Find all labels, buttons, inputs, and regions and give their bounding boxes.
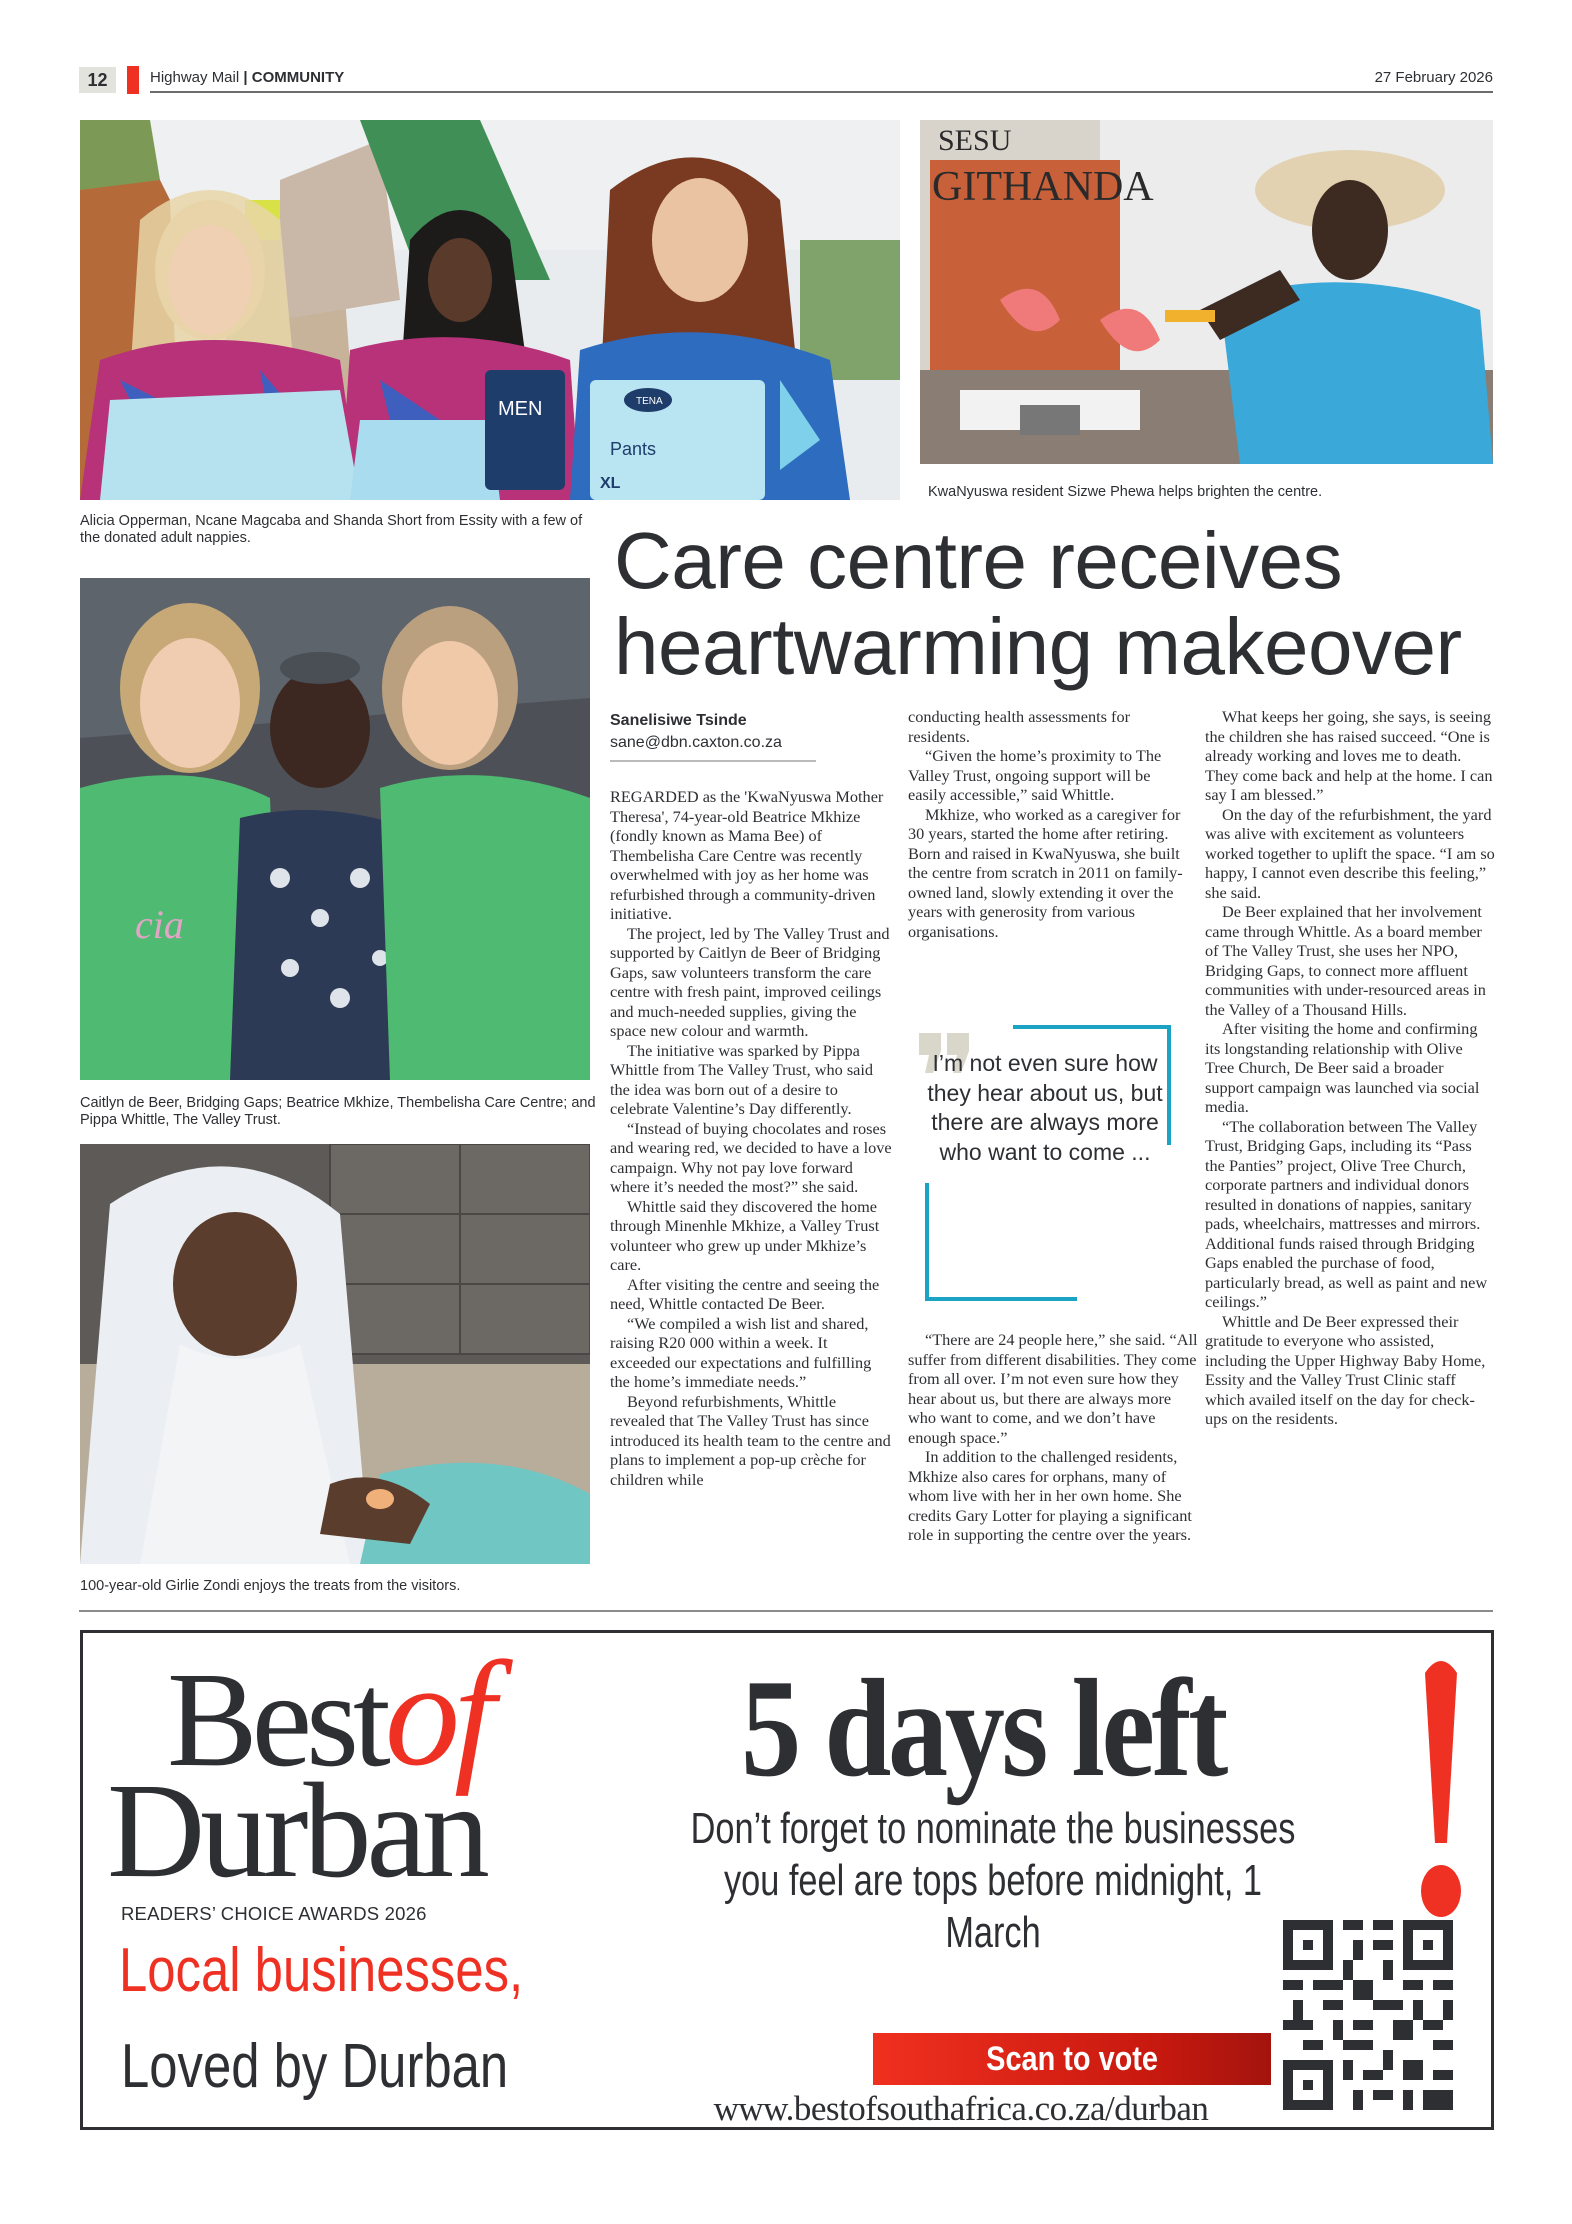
pull-quote-frame-right: [1167, 1025, 1171, 1145]
caption-sizwe-painting: KwaNyuswa resident Sizwe Phewa helps brighten the centre.: [928, 484, 1323, 500]
photo-sizwe-painting: [920, 120, 1493, 464]
paragraph: De Beer explained that her involvement came through Whittle. As a board member of The Valley Trust, she uses her NPO, Bridging Gaps, to connect more affluent communities with under-resourced areas in the Valley of a Thousand Hills.: [1205, 902, 1486, 1019]
best-of-durban-advert[interactable]: [80, 1630, 1494, 2130]
pull-quote-frame-left: [925, 1183, 929, 1301]
caption-three-women: Caitlyn de Beer, Bridging Gaps; Beatrice Mkhize, Thembelisha Care Centre; and Pippa Whittle, The Valley Trust.: [80, 1095, 596, 1128]
paragraph: After visiting the home and confirming its longstanding relationship with Olive Tree Church, De Beer said a broader support campaign was launched via social media.: [1205, 1019, 1480, 1116]
qr-code-icon[interactable]: [1283, 1920, 1453, 2110]
pull-quote-frame-bottom: [925, 1297, 1077, 1301]
caption-essity-team: Alicia Opperman, Ncane Magcaba and Shanda Short from Essity with a few of the donated adult nappies.: [80, 513, 583, 546]
header-divider: [150, 91, 1493, 93]
paragraph: “Instead of buying chocolates and roses and wearing red, we decided to have a love campaign. Why not pay love forward where it’s needed the most?” she said.: [610, 1118, 892, 1196]
ad-logo-best: Best: [167, 1645, 385, 1795]
scan-to-vote-label: Scan to vote: [986, 2040, 1158, 2078]
paragraph: Whittle said they discovered the home through Minenhle Mkhize, a Valley Trust volunteer who grew up under Mkhize’s care.: [610, 1196, 880, 1274]
paragraph: After visiting the centre and seeing the need, Whittle contacted De Beer.: [610, 1274, 880, 1313]
issue-date: 27 February 2026: [1374, 69, 1493, 86]
paragraph: “The collaboration between The Valley Trust, Bridging Gaps, including its “Pass the Panties” project, Olive Tree Church, corporate partners and individual donors resulted in donations of nappies, sanitary pads, wheelchairs, mattresses and mirrors. Additional funds raised through Bridging Gaps enabled the purchase of food, particularly bread, as well as paint and new ceilings.”: [1205, 1116, 1488, 1311]
author-email[interactable]: sane@dbn.caxton.co.za: [610, 734, 782, 751]
three-women-image: [80, 578, 590, 1080]
photo-essity-team: [80, 120, 900, 500]
article-bottom-divider: [79, 1610, 1493, 1612]
paragraph: In addition to the challenged residents, Mkhize also cares for orphans, many of whom live with her in her own home. She credits Gary Lotter for playing a significant role in supporting the centre over the years.: [908, 1447, 1192, 1544]
paragraph: Mkhize, who worked as a caregiver for 30 years, started the home after retiring. Born and raised in KwaNyuswa, she built the centre from scratch in 2011 on family-owned land, slowly extending it over the years with generosity from various organisations.: [908, 804, 1183, 941]
paragraph: The project, led by The Valley Trust and supported by Caitlyn de Beer of Bridging Gaps, saw volunteers transform the care centre with fresh paint, improved ceilings and much-needed supplies, giving the space new colour and warmth.: [610, 923, 890, 1040]
ad-tagline-line2: Loved by Durban: [121, 2032, 509, 2101]
paragraph: The initiative was sparked by Pippa Whittle from The Valley Trust, who said the idea was born out of a desire to celebrate Valentine’s Day differently.: [610, 1040, 874, 1118]
exclamation-bar-icon: [1423, 1655, 1459, 1843]
ad-reminder: Don’t forget to nominate the businesses you feel are tops before midnight, 1 March: [690, 1804, 1296, 1957]
paragraph: What keeps her going, she says, is seeing the children she has raised succeed. “One is already working and loves me to death. They come back and help at the home. I can say I am blessed.”: [1205, 707, 1493, 804]
masthead-separator: |: [243, 69, 248, 86]
page-number: 12: [79, 67, 116, 93]
svg-text:XL: XL: [600, 475, 621, 492]
section-color-tab: [127, 66, 139, 94]
sizwe-painting-image: [920, 120, 1493, 464]
photo-girlie-zondi: [80, 1144, 590, 1564]
paragraph: “There are 24 people here,” she said. “All suffer from different disabilities. They come from all over. I’m not even sure how they hear about us, but there are always more who want to come, and we don’t have enough space.”: [908, 1330, 1198, 1447]
publication-name: Highway Mail: [150, 69, 240, 86]
ad-url-link[interactable]: www.bestofsouthafrica.co.za/durban: [713, 2089, 1209, 2128]
ad-logo-of: of: [385, 1631, 490, 1797]
svg-text:GITHANDA: GITHANDA: [932, 164, 1154, 210]
essity-team-image: [80, 120, 900, 500]
article-column-3: [1205, 707, 1495, 1429]
paragraph: REGARDED as the 'KwaNyuswa Mother Theresa', 74-year-old Beatrice Mkhize (fondly known as Mama Bee) of Thembelisha Care Centre was recently overwhelmed with joy as her home was refurbished through a community-driven initiative.: [610, 787, 884, 923]
caption-girlie-zondi: 100-year-old Girlie Zondi enjoys the treats from the visitors.: [80, 1578, 461, 1594]
ad-tagline-line1: Local businesses,: [119, 1936, 524, 2005]
scan-to-vote-button[interactable]: [873, 2033, 1271, 2085]
section-name: COMMUNITY: [251, 69, 345, 86]
pull-quote-frame-top: [1013, 1025, 1171, 1029]
svg-text:TENA: TENA: [636, 396, 663, 407]
paragraph: On the day of the refurbishment, the yard was alive with excitement as volunteers worked together to uplift the space. “I am so happy, I cannot even describe this feeling,” she said.: [1205, 804, 1495, 902]
paragraph: “Given the home’s proximity to The Valley Trust, ongoing support will be easily accessible,” said Whittle.: [908, 746, 1162, 804]
svg-text:cia: cia: [135, 902, 184, 947]
girlie-zondi-image: [80, 1144, 590, 1564]
photo-three-women: [80, 578, 590, 1080]
ad-logo-durban: Durban: [107, 1756, 485, 1906]
svg-text:SESU: SESU: [938, 124, 1012, 157]
author-name: Sanelisiwe Tsinde: [610, 712, 747, 729]
pull-quote-text: I’m not even sure how they hear about us, but there are always more who want to come ...: [927, 1050, 1163, 1165]
byline-divider: [610, 760, 816, 762]
masthead: [150, 66, 344, 90]
article-column-2-bottom: [908, 1330, 1198, 1545]
paragraph: conducting health assessments for residents.: [908, 707, 1131, 746]
article-headline: Care centre receives heartwarming makeover: [614, 516, 1462, 691]
paragraph: Beyond refurbishments, Whittle revealed that The Valley Trust has since introduced its health team to the centre and plans to implement a pop-up crèche for children while: [610, 1391, 891, 1489]
article-column-1: [610, 787, 892, 1489]
svg-text:MEN: MEN: [498, 398, 543, 420]
ad-countdown: 5 days left: [741, 1651, 1225, 1806]
ad-subtitle: READERS’ CHOICE AWARDS 2026: [121, 1903, 427, 1924]
paragraph: Whittle and De Beer expressed their gratitude to everyone who assisted, including the Upper Highway Baby Home, Essity and the Valley Trust Clinic staff which availed itself on the day for check-ups on the residents.: [1205, 1311, 1486, 1428]
paragraph: “We compiled a wish list and shared, raising R20 000 within a week. It exceeded our expectations and fulfilling the home’s immediate needs.”: [610, 1313, 872, 1391]
exclamation-dot-icon: [1419, 1863, 1463, 1919]
pull-quote: [905, 1015, 1175, 1295]
svg-text:Pants: Pants: [610, 439, 657, 459]
article-column-2-top: [908, 707, 1190, 941]
